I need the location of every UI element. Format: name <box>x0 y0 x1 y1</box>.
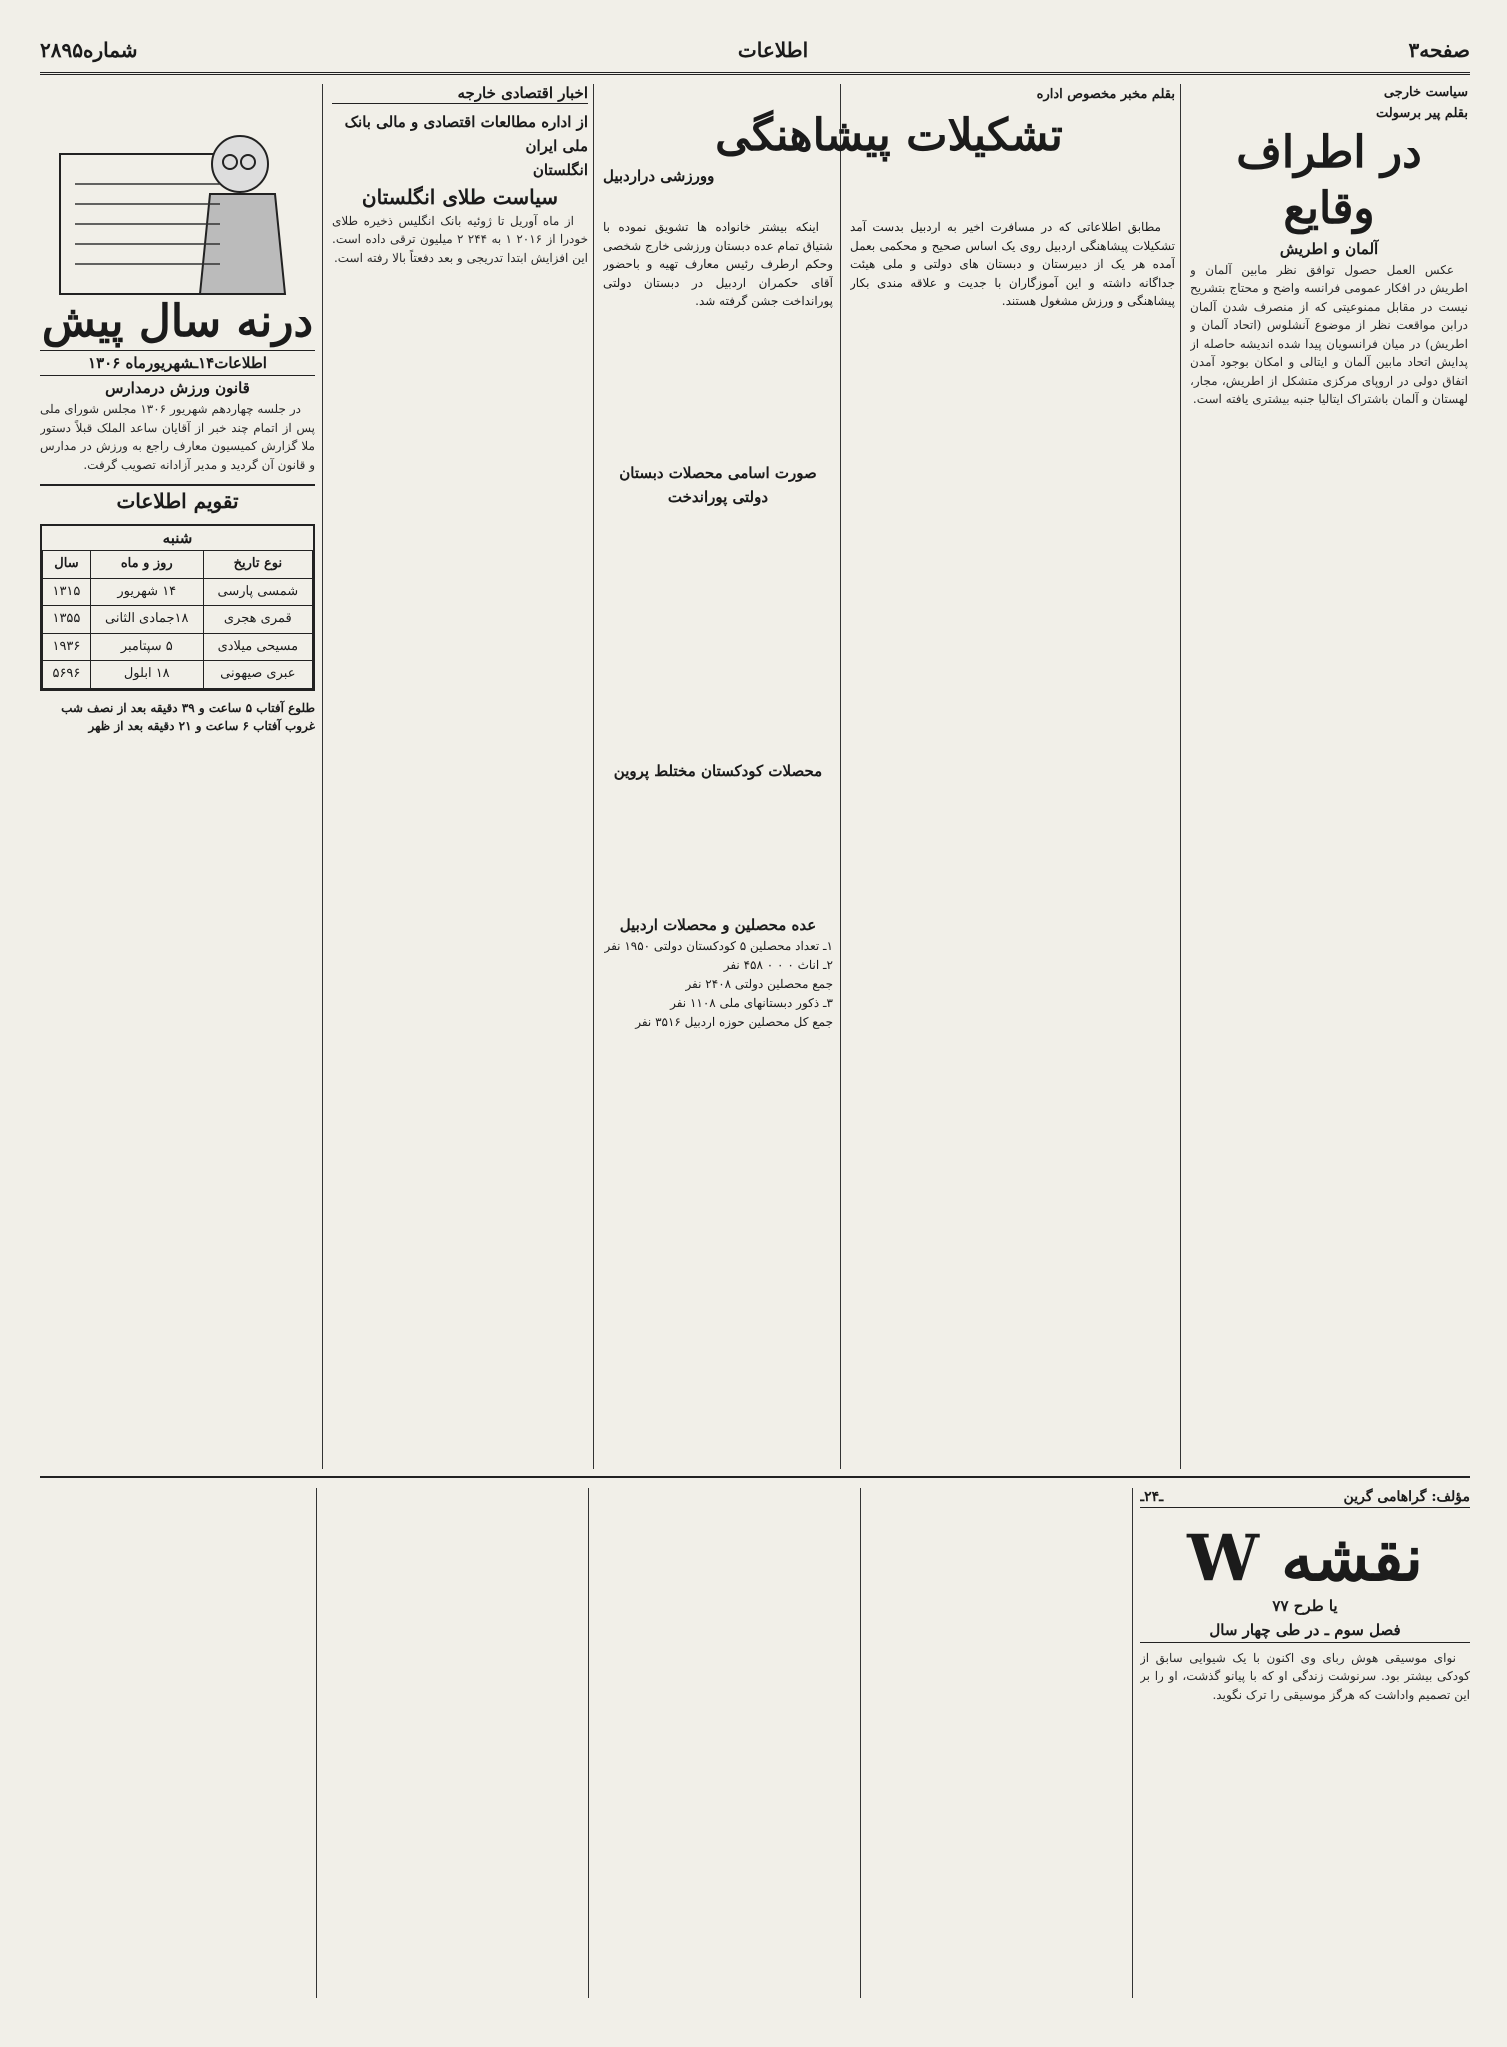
scouting-body-right <box>850 218 1175 1258</box>
stats-line: ۳ـ ذکور دبستانهای ملی ۱۱۰۸ نفر <box>670 995 833 1010</box>
article-title: سیاست طلای انگلستان <box>361 184 559 209</box>
calendar-cell: ۵۶۹۶ <box>43 661 91 689</box>
calendar-title: تقویم اطلاعات <box>40 484 315 516</box>
stats-line: جمع محصلین دولتی ۲۴۰۸ نفر <box>685 976 833 991</box>
calendar-cell: ۵ سپتامبر <box>90 633 203 661</box>
section-tag: سیاست خارجی <box>1383 85 1468 100</box>
page-label: صفحه۳ <box>1408 38 1470 62</box>
serial-header-column <box>1140 1488 1470 1998</box>
article-subtitle: وورزشی دراردبیل <box>603 167 715 185</box>
column-rule <box>588 1488 589 1998</box>
column-rule <box>860 1488 861 1998</box>
article-body: مطابق اطلاعاتی که در مسافرت اخیر به اردبیل بدست آمد تشکیلات پیشاهنگی اردبیل روی یک اساس صحیح و محکمی بعمل آمده هر یک از دبیرستان و دبستان های دولتی و ملی هیئت جداگانه داشته و این آموزگاران با جدیت و علاقه مندی بکار پیشاهنگی و ورزش مشغول هستند. <box>850 220 1175 308</box>
calendar-header: روز و ماه <box>90 551 203 579</box>
calendar-row <box>43 633 313 661</box>
serial-subtitle: یا طرح ۷۷ <box>1272 1596 1338 1615</box>
article-body: از ماه آوریل تا ژوئیه بانک انگلیس ذخیره طلای خودرا از ۲۰۱۶ ۱ به ۲۴۴ ۲ میلیون ترقی داده است. این افزایش ابتدا تدریجی و بعد دفعتاً بالا رفته است. <box>332 213 588 265</box>
issue-label: شماره۲۸۹۵ <box>40 38 138 62</box>
law-body: در جلسه چهاردهم شهریور ۱۳۰۶ مجلس شورای ملی پس از اتمام چند خبر از آقایان ساعد الملک قبلاً دستور ملا گزارش کمیسیون معارف راجع به ورزش در مدارس و قانون آن گردید و مدیر آزادانه تصویب گرفت. <box>40 402 315 472</box>
serial-meta <box>1140 1488 1470 1508</box>
calendar-cell: مسیحی میلادی <box>203 633 312 661</box>
byline: بقلم مخبر مخصوص اداره <box>1036 87 1175 102</box>
article-body: عکس العمل حصول توافق نظر مابین آلمان و اطریش در افکار عمومی فرانسه واضح و محتاج بتشریح نیست در مقابل ممنوعیتی که از منصرف شدن آلمان درابن مواقعت نظر از موضوع آنشلوس (اتحاد آلمان و اطریش) در میان فرانسویان پیدا شده اندیشه حاصله از پدایش اتحاد مابین آلمان و ایتالی و امکان بوجود آمدن اتفاق دولی در اروپای مرکزی متشکل از اطریش، مجار، لهستان و آلمان باشتراک ایتالیا جنبه بیشتری یافته است. <box>1190 262 1468 406</box>
calendar-cell: شمسی پارسی <box>203 578 312 606</box>
column-rule <box>316 1488 317 1998</box>
calendar-cell: ۱۴ شهریور <box>90 578 203 606</box>
calendar-cell: ۱۹۳۶ <box>43 633 91 661</box>
calendar-table <box>42 550 313 689</box>
calendar-cell: عبری صیهونی <box>203 661 312 689</box>
calendar-cell: ۱۸ ابلول <box>90 661 203 689</box>
section-title: درنه سال پیش <box>41 296 314 347</box>
sunset-line: غروب آفتاب ۶ ساعت و ۲۱ دقیقه بعد از ظهر <box>88 719 315 733</box>
stats-line: جمع کل محصلین حوزه اردبیل ۳۵۱۶ نفر <box>635 1014 833 1029</box>
serial-chapter: فصل سوم ـ در طی چهار سال <box>1140 1618 1470 1643</box>
list-title: صورت اسامی محصلات دبستان دولتی پوراندخت <box>619 463 817 506</box>
column-rule <box>840 84 841 1469</box>
article-subtitle: از اداره مطالعات اقتصادی و مالی بانک ملی ایران <box>344 112 588 155</box>
serial-body: نوای موسیقی هوش ربای وی اکنون با یک شیوایی سابق از کودکی بیشتر بود. سرنوشت زندگی او که با پیانو گذشت، او را بر این تصمیم واداشت که هرگز موسیقی را ترک نگوید. <box>1140 1650 1470 1702</box>
masthead <box>40 28 1470 75</box>
paper-name: اطلاعات <box>737 38 809 62</box>
article-title: در اطراف وقایع <box>1236 126 1422 234</box>
calendar-day: شنبه <box>162 529 193 547</box>
stats-list <box>603 937 833 1032</box>
calendar-cell: قمری هجری <box>203 606 312 634</box>
column-nine-years-ago <box>40 84 315 1469</box>
calendar-cell: ۱۳۵۵ <box>43 606 91 634</box>
reader-illustration <box>40 94 300 324</box>
sunrise-line: طلوع آفتاب ۵ ساعت و ۳۹ دقیقه بعد از نصف شب <box>61 700 315 715</box>
calendar-cell: ۱۸جمادی الثانی <box>90 606 203 634</box>
country-label: انگلستان <box>532 160 588 179</box>
stats-line: ۱ـ تعداد محصلین ۵ کودکستان دولتی ۱۹۵۰ نفر <box>604 938 833 953</box>
serial-number: ـ۲۴ـ <box>1140 1489 1164 1505</box>
article-body: اینکه بیشتر خانواده ها تشویق نموده با شتیاق تمام عده دبستان ورزشی خارج شخصی وحکم ارطرف رئیس معارف تهیه و باحضور آقای حکمران اردبیل در دبستان دولتی پورانداخت جشن گرفته شد. <box>603 220 833 308</box>
column-rule <box>322 84 323 1469</box>
nine-years-block <box>40 294 315 736</box>
scouting-body-left <box>603 218 833 1258</box>
list-title: محصلات کودکستان مختلط پروین <box>613 761 823 780</box>
column-economic-news <box>332 84 588 1469</box>
article-subtitle: آلمان و اطریش <box>1279 239 1379 258</box>
calendar-row <box>43 578 313 606</box>
scouting-headline <box>603 108 1175 188</box>
serial-author: مؤلف: گراهامی گرین <box>1343 1489 1470 1505</box>
stats-line: ۲ـ اناث ۰ ۰ ۰ ۴۵۸ نفر <box>723 957 833 972</box>
section-divider <box>40 1476 1470 1478</box>
newspaper-page <box>40 28 1470 2018</box>
byline: بقلم پیر برسولت <box>1375 105 1468 121</box>
column-foreign-politics <box>1190 84 1468 1469</box>
calendar-row <box>43 661 313 689</box>
serial-title: نقشه W <box>1187 1520 1423 1596</box>
law-title: قانون ورزش درمدارس <box>105 379 250 397</box>
column-rule <box>1180 84 1181 1469</box>
article-title: تشکیلات پیشاهنگی <box>715 110 1063 161</box>
column-rule <box>1132 1488 1133 1998</box>
calendar-cell: ۱۳۱۵ <box>43 578 91 606</box>
date-line: اطلاعات۱۴ـشهریورماه ۱۳۰۶ <box>40 350 315 376</box>
calendar-header: سال <box>43 551 91 579</box>
column-rule <box>593 84 594 1469</box>
stats-title: عده محصلین و محصلات اردبیل <box>619 915 817 934</box>
calendar-row <box>43 606 313 634</box>
section-tag: اخبار اقتصادی خارجه <box>332 84 588 104</box>
calendar-box <box>40 524 315 691</box>
calendar-header: نوع تاریخ <box>203 551 312 579</box>
